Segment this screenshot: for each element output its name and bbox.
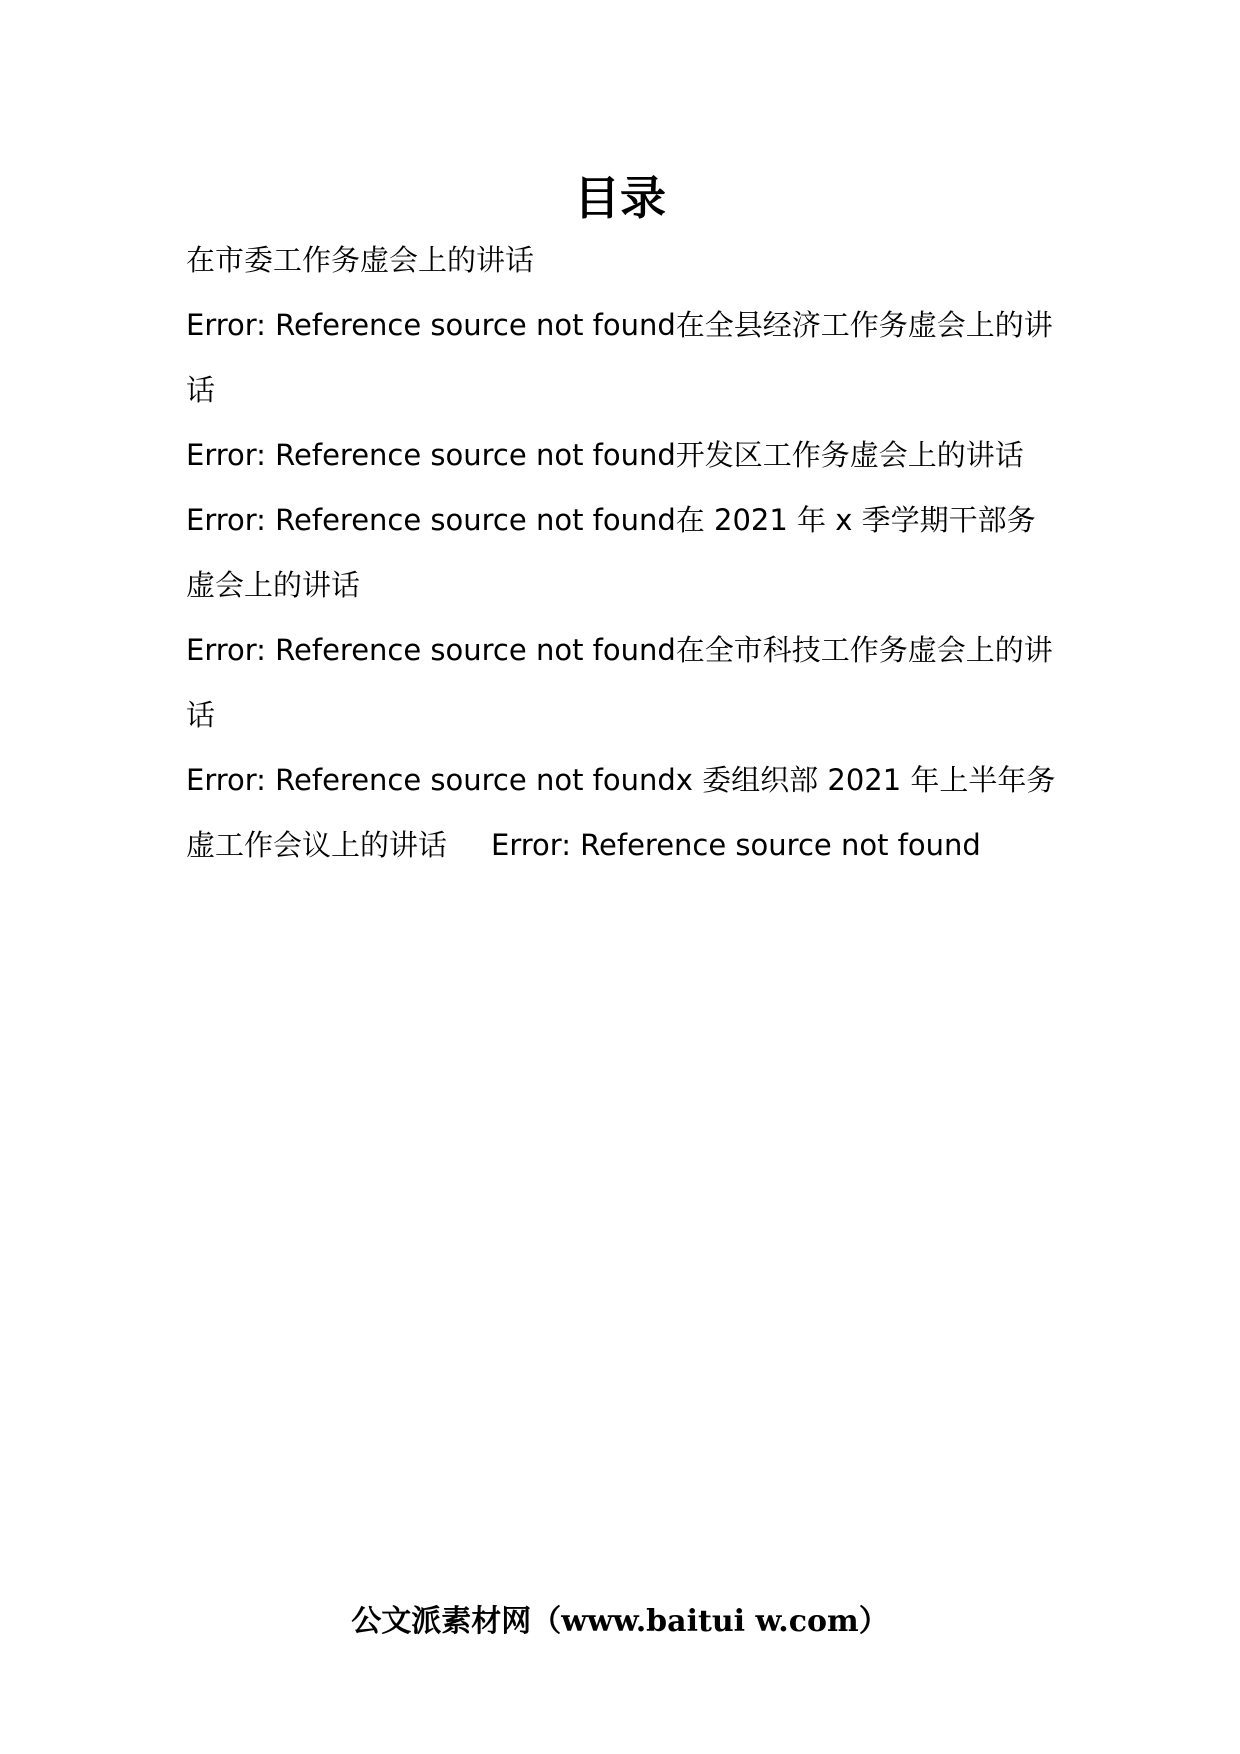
reference-error-text: Error: Reference source not found — [186, 308, 676, 342]
table-of-contents — [186, 228, 1056, 878]
reference-error-text: Error: Reference source not found — [186, 503, 676, 537]
toc-entry[interactable] — [186, 423, 1056, 488]
toc-entry-text: x 委组织部 2021 年上半年务虚工作会议上的讲话 — [186, 763, 1056, 862]
page-title: 目录 — [574, 171, 666, 225]
reference-error-text: Error: Reference source not found — [186, 633, 676, 667]
reference-error-text: Error: Reference source not found — [186, 763, 676, 797]
reference-error-text: Error: Reference source not found — [186, 438, 676, 472]
reference-error-text: Error: Reference source not found — [491, 828, 981, 862]
page-footer: 公文派素材网（www.baitui w.com） — [351, 1604, 889, 1639]
toc-entry-text: 开发区工作务虚会上的讲话 — [675, 438, 1024, 472]
toc-entry[interactable] — [186, 618, 1056, 748]
toc-entry-text: 在全县经济工作务虚会上的讲话 — [186, 308, 1053, 407]
toc-entry[interactable] — [186, 228, 1056, 293]
toc-entry-text: 在市委工作务虚会上的讲话 — [186, 243, 535, 277]
toc-entry[interactable] — [186, 748, 1056, 878]
toc-entry-text: 在 2021 年 x 季学期干部务虚会上的讲话 — [186, 503, 1036, 602]
toc-entry[interactable] — [186, 488, 1056, 618]
toc-entry-text: 在全市科技工作务虚会上的讲话 — [186, 633, 1053, 732]
toc-entry[interactable] — [186, 293, 1056, 423]
